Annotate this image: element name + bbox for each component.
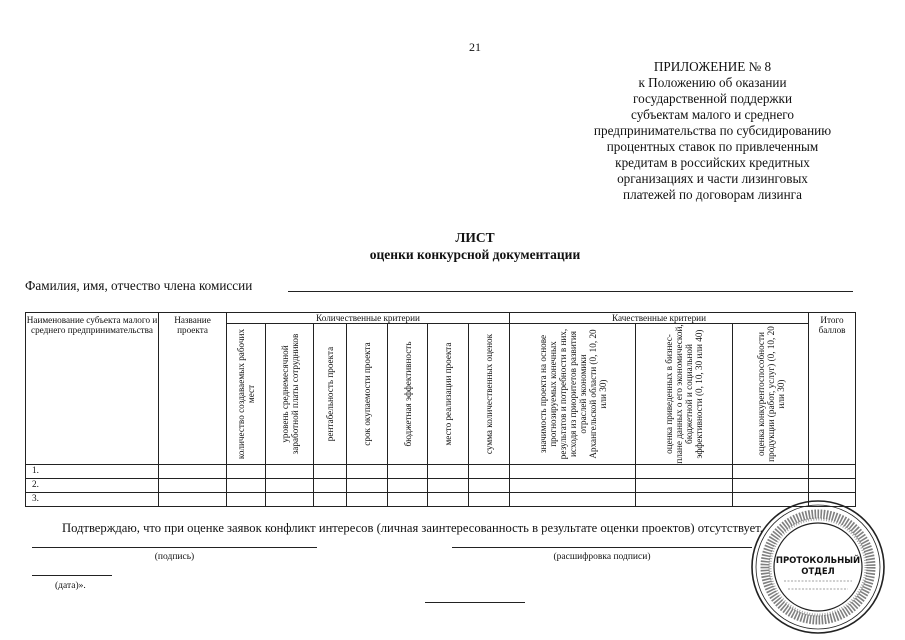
- table-cell[interactable]: [266, 493, 314, 507]
- table-cell[interactable]: [510, 479, 636, 493]
- table-cell[interactable]: [809, 479, 856, 493]
- table-cell[interactable]: [469, 465, 510, 479]
- col-header-total: Итого баллов: [809, 313, 856, 465]
- table-cell[interactable]: [266, 465, 314, 479]
- stamp-text-line-2: ОТДЕЛ: [801, 567, 835, 577]
- appendix-line: к Положению об оказании: [638, 75, 787, 90]
- table-cell[interactable]: [428, 465, 469, 479]
- col-header-name: Наименование субъекта малого и среднего предпринимательства: [26, 313, 159, 465]
- table-cell[interactable]: [428, 493, 469, 507]
- document-title: [240, 229, 710, 263]
- evaluation-table: [25, 312, 856, 507]
- signature-line[interactable]: [32, 547, 317, 548]
- table-cell[interactable]: [510, 465, 636, 479]
- table-cell[interactable]: [636, 465, 733, 479]
- row-number: 3.: [26, 493, 159, 507]
- table-cell[interactable]: [314, 465, 347, 479]
- table-row: [26, 465, 856, 479]
- table-cell[interactable]: [809, 465, 856, 479]
- appendix-line: предпринимательства по субсидированию: [593, 123, 832, 138]
- appendix-line: государственной поддержки: [633, 91, 792, 106]
- table-cell[interactable]: [347, 493, 388, 507]
- table-cell[interactable]: [388, 465, 428, 479]
- table-cell[interactable]: [388, 479, 428, 493]
- quant-criterion-header: место реализации проекта: [428, 324, 469, 465]
- stamp-text-line-1: ПРОТОКОЛЬНЫЙ: [775, 556, 861, 566]
- table-cell[interactable]: [227, 479, 266, 493]
- row-number: 2.: [26, 479, 159, 493]
- table-cell[interactable]: [469, 479, 510, 493]
- appendix-line: процентных ставок по привлеченным: [606, 139, 819, 154]
- quant-criterion-header: уровень среднемесячной заработной платы сотрудников: [266, 324, 314, 465]
- quant-criterion-header: сумма количественных оценок: [469, 324, 510, 465]
- title-line-1: ЛИСТ: [455, 230, 495, 245]
- col-header-project: Название проекта: [159, 313, 227, 465]
- date-line[interactable]: [32, 575, 112, 576]
- appendix-line: кредитам в российских кредитных: [615, 155, 810, 170]
- table-cell[interactable]: [347, 465, 388, 479]
- conflict-confirmation-text: Подтверждаю, что при оценке заявок конфликт интересов (личная заинтересованность в результате оценки проектов) отсутствует.: [62, 521, 763, 535]
- table-cell[interactable]: [347, 479, 388, 493]
- row-number: 1.: [26, 465, 159, 479]
- group-header-quantitative: Количественные критерии: [227, 313, 510, 324]
- qual-criterion-header: оценка приведенных в бизнес-плане данных о его экономической, бюджетной и социальной эффективности (0, 10, 30 или 40): [636, 324, 733, 465]
- table-cell[interactable]: [510, 493, 636, 507]
- table-cell[interactable]: [314, 479, 347, 493]
- table-cell[interactable]: [159, 479, 227, 493]
- fio-input-line[interactable]: [288, 291, 853, 292]
- table-cell[interactable]: [159, 465, 227, 479]
- bottom-short-line: [425, 602, 525, 603]
- table-cell[interactable]: [469, 493, 510, 507]
- table-cell[interactable]: [314, 493, 347, 507]
- qual-criterion-header: оценка конкурентоспособности продукции (работ, услуг) (0, 10, 20 или 30): [733, 324, 809, 465]
- appendix-line: субъектам малого и среднего: [631, 107, 794, 122]
- table-row: [26, 479, 856, 493]
- signature-decode-caption: (расшифровка подписи): [553, 552, 651, 562]
- qual-criterion-header: значимость проекта на основе прогнозируемых конечных результатов и потребности в них, исходя из приоритетов развития отраслей экономики Архангельской области (0, 10, 20 или 30): [510, 324, 636, 465]
- official-seal-stamp: [748, 497, 888, 637]
- table-cell[interactable]: [733, 479, 809, 493]
- date-caption: (дата)».: [55, 581, 86, 591]
- quant-criterion-header: количество создаваемых рабочих мест: [227, 324, 266, 465]
- signature-decode-line[interactable]: [452, 547, 752, 548]
- signature-caption: (подпись): [154, 552, 195, 562]
- group-header-qualitative: Качественные критерии: [510, 313, 809, 324]
- table-row: [26, 493, 856, 507]
- table-cell[interactable]: [636, 479, 733, 493]
- fio-label: Фамилия, имя, отчество члена комиссии: [25, 278, 253, 293]
- table-cell[interactable]: [428, 479, 469, 493]
- table-cell[interactable]: [733, 465, 809, 479]
- table-cell[interactable]: [159, 493, 227, 507]
- quant-criterion-header: срок окупаемости проекта: [347, 324, 388, 465]
- appendix-line: организациях и части лизинговых: [617, 171, 808, 186]
- table-cell[interactable]: [636, 493, 733, 507]
- page-number: 21: [469, 40, 481, 54]
- title-line-2: оценки конкурсной документации: [369, 247, 581, 262]
- table-cell[interactable]: [266, 479, 314, 493]
- table-cell[interactable]: [388, 493, 428, 507]
- appendix-header: [560, 59, 865, 203]
- quant-criterion-header: бюджетная эффективность: [388, 324, 428, 465]
- appendix-line: ПРИЛОЖЕНИЕ № 8: [653, 59, 772, 74]
- appendix-line: платежей по договорам лизинга: [623, 187, 802, 202]
- quant-criterion-header: рентабельность проекта: [314, 324, 347, 465]
- table-cell[interactable]: [227, 493, 266, 507]
- table-cell[interactable]: [227, 465, 266, 479]
